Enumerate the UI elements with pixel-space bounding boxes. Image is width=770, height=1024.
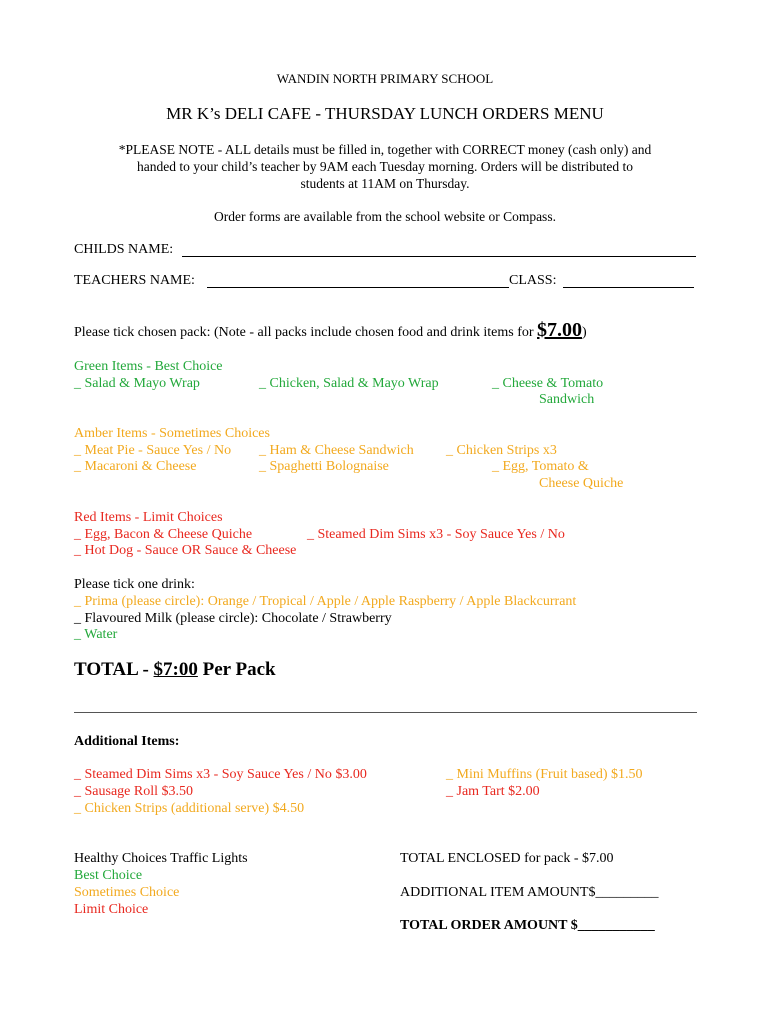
pack-total-price: $7:00	[153, 659, 198, 680]
drink-water[interactable]: _ Water	[74, 627, 118, 642]
amber-item-quiche-cont: Cheese Quiche	[539, 476, 624, 491]
legend-limit-choice: Limit Choice	[74, 902, 149, 917]
pack-total-suffix: Per Pack	[197, 659, 276, 680]
legend-best-choice: Best Choice	[74, 868, 143, 883]
additional-item-jam-tart[interactable]: _ Jam Tart $2.00	[446, 784, 540, 799]
green-heading: Green Items - Best Choice	[74, 359, 223, 374]
green-item-chicken-wrap[interactable]: _ Chicken, Salad & Mayo Wrap	[259, 376, 439, 391]
availability-note: Order forms are available from the school website or Compass.	[214, 209, 556, 224]
amber-item-ham-cheese[interactable]: _ Ham & Cheese Sandwich	[259, 443, 414, 458]
amber-item-chicken-strips[interactable]: _ Chicken Strips x3	[446, 443, 557, 458]
pack-instruction-text: Please tick chosen pack: (Note - all packs include chosen food and drink items for	[74, 325, 538, 340]
amber-item-spaghetti[interactable]: _ Spaghetti Bolognaise	[259, 459, 389, 474]
school-name: WANDIN NORTH PRIMARY SCHOOL	[276, 71, 494, 86]
additional-heading: Additional Items:	[74, 734, 180, 749]
amber-item-meat-pie[interactable]: _ Meat Pie - Sauce Yes / No	[74, 443, 232, 458]
red-item-hot-dog[interactable]: _ Hot Dog - Sauce OR Sauce & Cheese	[74, 543, 297, 558]
drink-prima[interactable]: _ Prima (please circle): Orange / Tropical / Apple / Apple Raspberry / Apple Blackcurrant	[74, 594, 577, 609]
teacher-name-field[interactable]	[207, 287, 509, 288]
traffic-lights-heading: Healthy Choices Traffic Lights	[74, 851, 248, 866]
class-label: CLASS:	[509, 273, 557, 288]
pack-instruction-end: )	[582, 325, 587, 340]
note-line-1: *PLEASE NOTE - ALL details must be filled in, together with CORRECT money (cash only) and	[118, 142, 652, 157]
pack-price: $7.00	[537, 319, 583, 341]
additional-item-amount[interactable]: ADDITIONAL ITEM AMOUNT$_________	[400, 885, 659, 900]
child-name-field[interactable]	[182, 256, 696, 257]
amber-heading: Amber Items - Sometimes Choices	[74, 426, 270, 441]
additional-item-mini-muffins[interactable]: _ Mini Muffins (Fruit based) $1.50	[446, 767, 643, 782]
additional-item-chicken-strips[interactable]: _ Chicken Strips (additional serve) $4.50	[74, 801, 305, 816]
amber-item-quiche[interactable]: _ Egg, Tomato &	[492, 459, 589, 474]
note-line-3: students at 11AM on Thursday.	[300, 176, 470, 191]
green-item-cheese-tomato[interactable]: _ Cheese & Tomato	[492, 376, 604, 391]
class-field[interactable]	[563, 287, 694, 288]
red-item-dim-sims[interactable]: _ Steamed Dim Sims x3 - Soy Sauce Yes / No	[307, 527, 565, 542]
note-line-2: handed to your child’s teacher by 9AM each Tuesday morning. Orders will be distributed to	[136, 159, 634, 174]
pack-instruction	[74, 318, 587, 345]
teacher-name-label: TEACHERS NAME:	[74, 273, 195, 288]
additional-item-dim-sims[interactable]: _ Steamed Dim Sims x3 - Soy Sauce Yes / No $3.00	[74, 767, 367, 782]
green-item-salad-wrap[interactable]: _ Salad & Mayo Wrap	[74, 376, 200, 391]
child-name-label: CHILDS NAME:	[74, 242, 174, 257]
page-title: MR K’s DELI CAFE - THURSDAY LUNCH ORDERS MENU	[166, 104, 604, 123]
pack-total-label: TOTAL -	[74, 659, 154, 680]
green-item-cheese-tomato-cont: Sandwich	[539, 392, 595, 407]
drink-flavoured-milk[interactable]: _ Flavoured Milk (please circle): Chocolate / Strawberry	[74, 611, 392, 626]
section-divider	[74, 712, 697, 713]
drinks-heading: Please tick one drink:	[74, 577, 195, 592]
legend-sometimes-choice: Sometimes Choice	[74, 885, 180, 900]
total-order-amount[interactable]: TOTAL ORDER AMOUNT $___________	[400, 918, 655, 933]
total-enclosed: TOTAL ENCLOSED for pack - $7.00	[400, 851, 614, 866]
additional-item-sausage-roll[interactable]: _ Sausage Roll $3.50	[74, 784, 193, 799]
amber-item-macaroni[interactable]: _ Macaroni & Cheese	[74, 459, 197, 474]
pack-total	[74, 659, 276, 681]
red-item-quiche[interactable]: _ Egg, Bacon & Cheese Quiche	[74, 527, 253, 542]
red-heading: Red Items - Limit Choices	[74, 510, 223, 525]
